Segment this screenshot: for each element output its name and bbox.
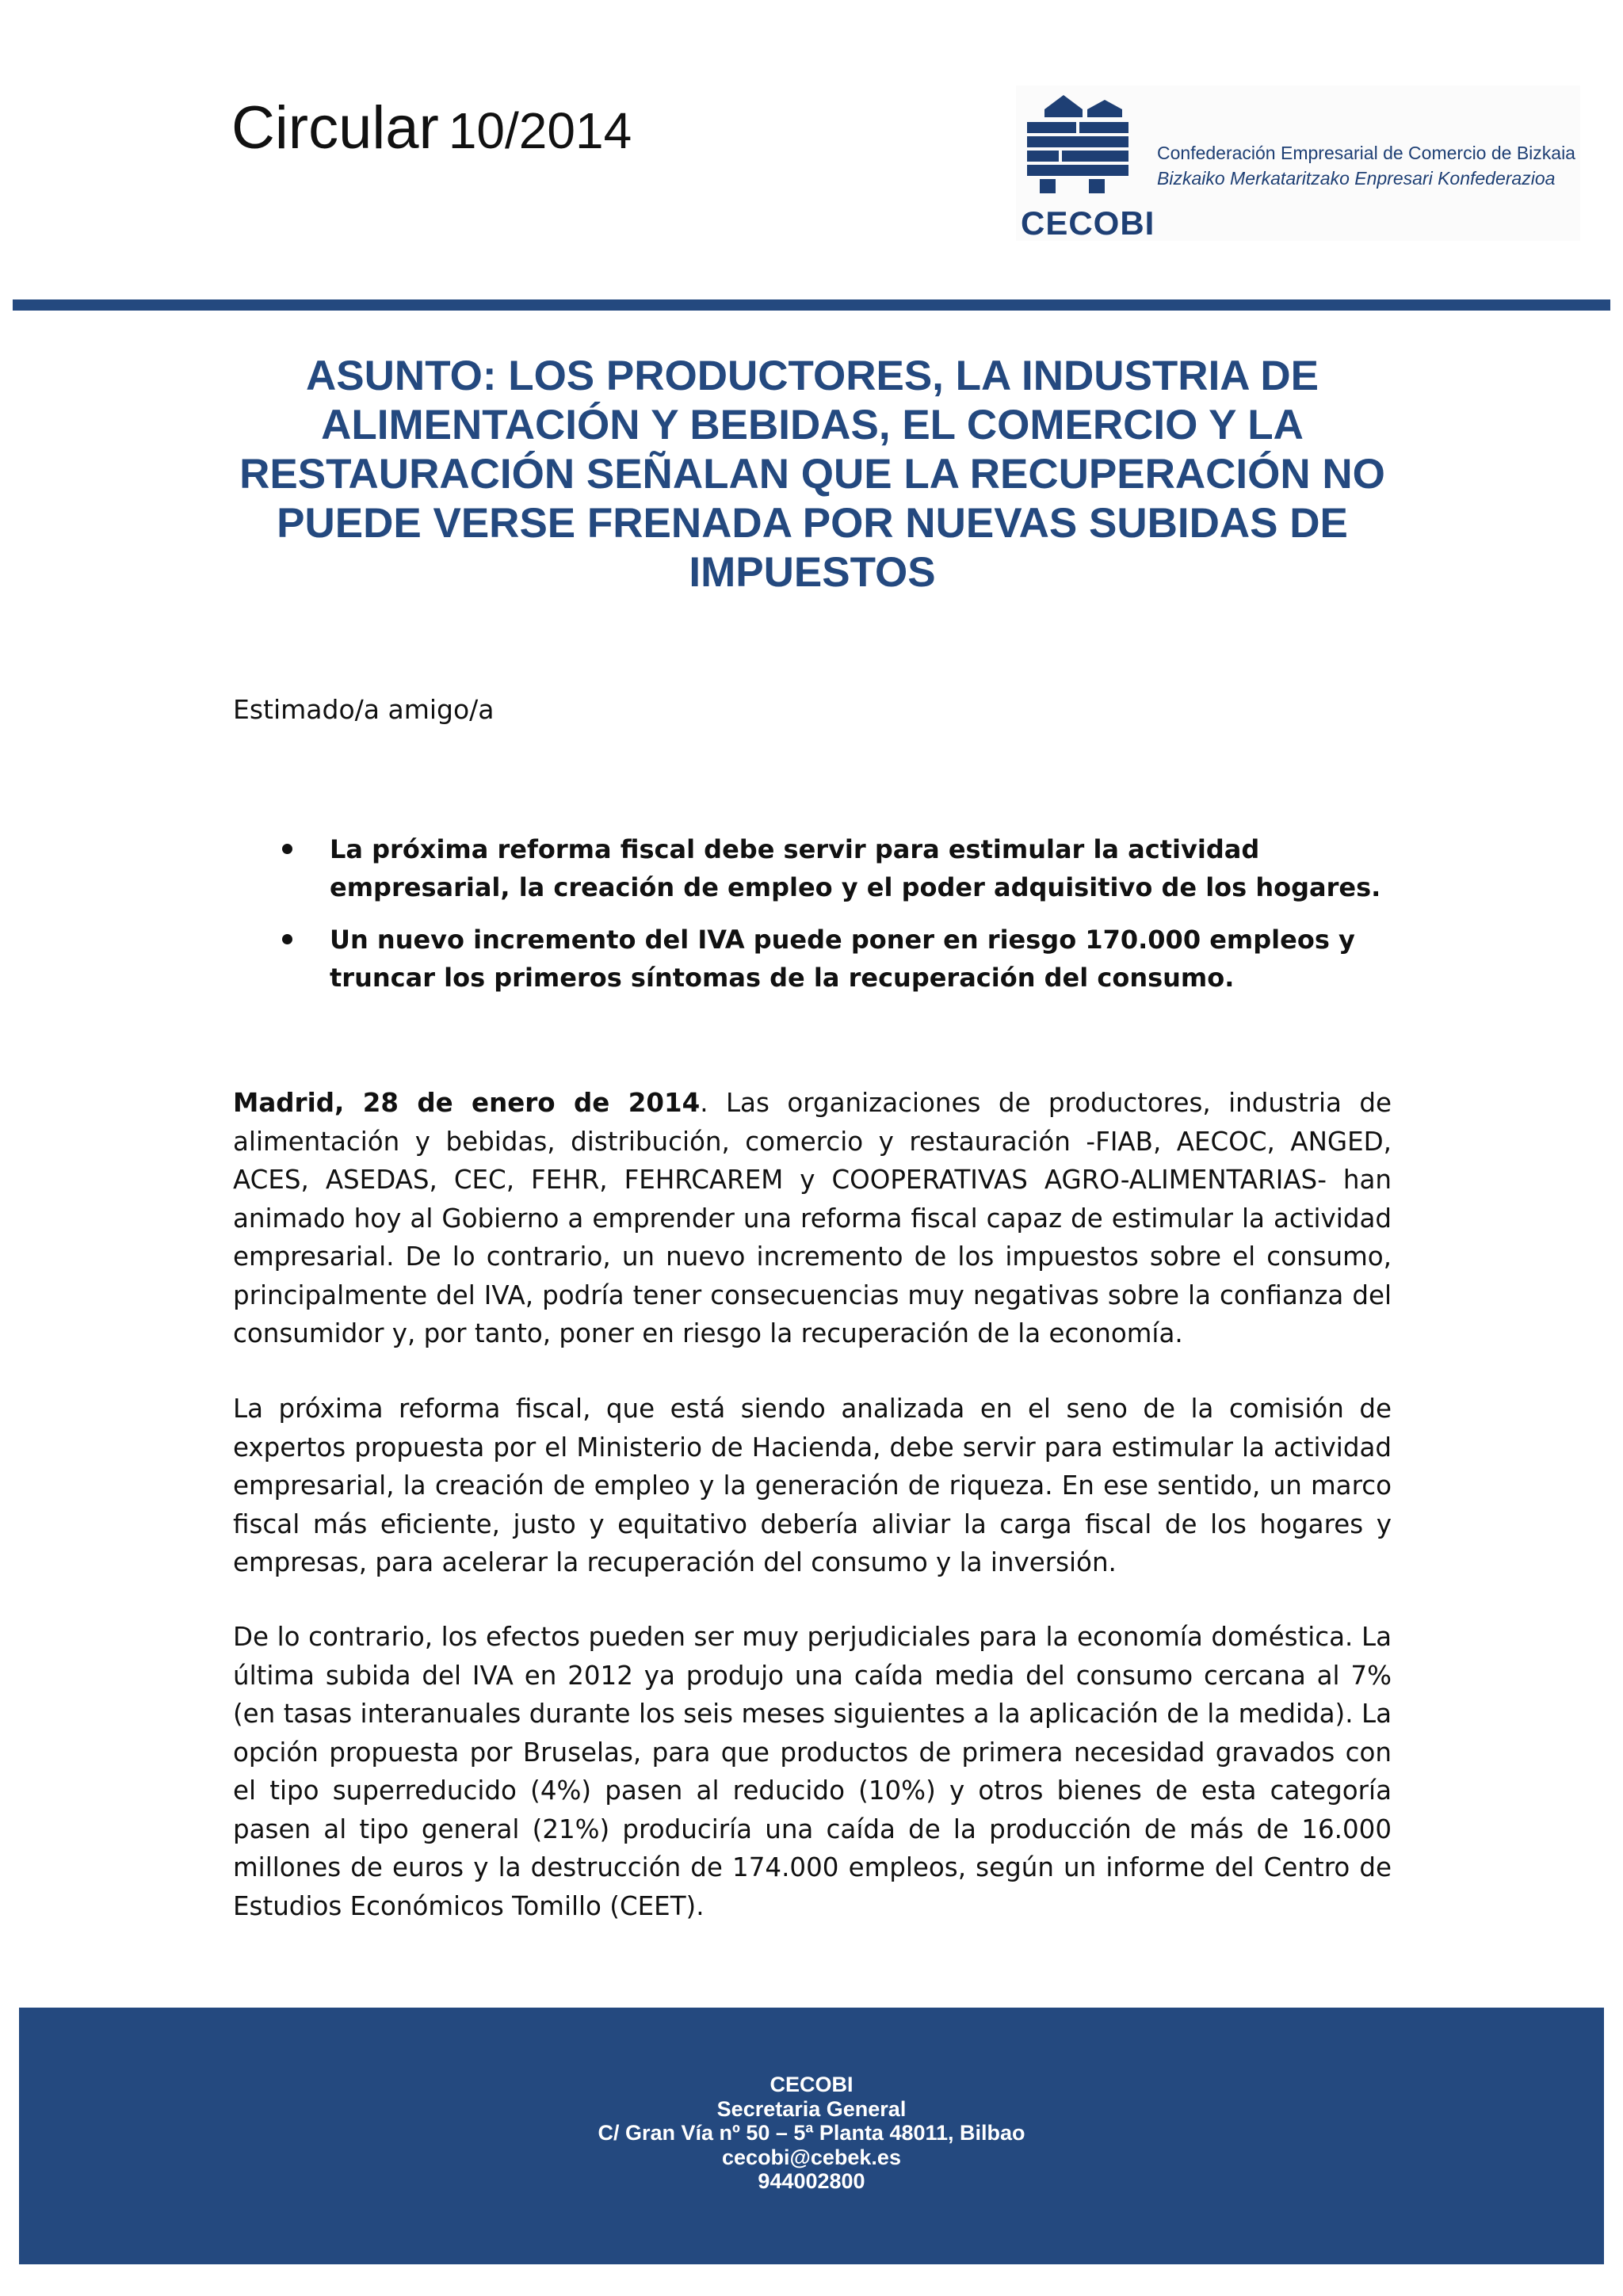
bullet-icon	[282, 934, 292, 944]
cecobi-building-mark	[1016, 86, 1159, 204]
greeting: Estimado/a amigo/a	[233, 694, 495, 725]
logo-brand: CECOBI	[1021, 204, 1155, 242]
paragraph-3: De lo contrario, los efectos pueden ser muy perjudiciales para la economía doméstica. La última subida del IVA en 2012 ya produjo una caída media del consumo cercana al 7% (en tasas interanuales durante los seis meses siguientes a la aplicación de la medida). La opción propuesta por Bruselas, para que productos de primera necesidad gravados con el tipo superreducido (4%) pasen al reducido (10%) y otros bienes de esta categoría pasen al tipo general (21%) produciría una caída de la producción de más de 16.000 millones de euros y la destrucción de 174.000 empleos, según un informe del Centro de Estudios Económicos Tomillo (CEET).	[233, 1622, 1392, 1921]
logo-org-name-eu: Bizkaiko Merkataritzako Enpresari Konfederazioa	[1157, 168, 1556, 189]
header-divider	[13, 299, 1610, 311]
bullet-item	[277, 921, 1395, 997]
summary-bullets	[277, 830, 1395, 1011]
footer	[19, 2008, 1604, 2264]
bullet-text: La próxima reforma fiscal debe servir para estimular la actividad empresarial, la creación de empleo y el poder adquisitivo de los hogares.	[330, 834, 1381, 902]
footer-address: C/ Gran Vía nº 50 – 5ª Planta 48011, Bilbao	[598, 2121, 1025, 2145]
logo-org-name-es: Confederación Empresarial de Comercio de Bizkaia	[1157, 143, 1575, 163]
bullet-icon	[282, 844, 292, 854]
cecobi-logo	[1016, 86, 1580, 241]
paragraph-1	[233, 1084, 1392, 1353]
dateline: Madrid, 28 de enero de 2014	[233, 1088, 701, 1118]
bullet-text: Un nuevo incremento del IVA puede poner en riesgo 170.000 empleos y truncar los primeros síntomas de la recuperación del consumo.	[330, 925, 1355, 993]
subject-heading: ASUNTO: LOS PRODUCTORES, LA INDUSTRIA DE ALIMENTACIÓN Y BEBIDAS, EL COMERCIO Y LA RESTAURACIÓN SEÑALAN QUE LA RECUPERACIÓN NO PUEDE VERSE FRENADA POR NUEVAS SUBIDAS DE IMPUESTOS	[239, 353, 1385, 596]
footer-department: Secretaria General	[716, 2096, 907, 2121]
circular-number: 10/2014	[448, 102, 632, 159]
paragraph-2: La próxima reforma fiscal, que está siendo analizada en el seno de la comisión de expertos propuesta por el Ministerio de Hacienda, debe servir para estimular la actividad empresarial, la creación de empleo y la generación de riqueza. En ese sentido, un marco fiscal más eficiente, justo y equitativo debería aliviar la carga fiscal de los hogares y empresas, para acelerar la recuperación del consumo y la inversión.	[233, 1394, 1392, 1577]
paragraph-1-text: . Las organizaciones de productores, industria de alimentación y bebidas, distribución, comercio y restauración -FIAB, AECOC, ANGED, ACES, ASEDAS, CEC, FEHR, FEHRCAREM y COOPERATIVAS AGRO-ALIMENTARIAS- han animado hoy al Gobierno a emprender una reforma fiscal capaz de estimular la actividad empresarial. De lo contrario, un nuevo incremento de los impuestos sobre el consumo, principalmente del IVA, podría tener consecuencias muy negativas sobre la confianza del consumidor y, por tanto, poner en riesgo la recuperación de la economía.	[233, 1088, 1392, 1348]
bullet-item	[277, 830, 1395, 906]
circular-label: Circular	[231, 94, 439, 162]
footer-email: cecobi@cebek.es	[722, 2145, 901, 2169]
footer-phone: 944002800	[758, 2169, 865, 2193]
circular-title	[231, 94, 632, 162]
footer-org-name: CECOBI	[769, 2073, 854, 2096]
